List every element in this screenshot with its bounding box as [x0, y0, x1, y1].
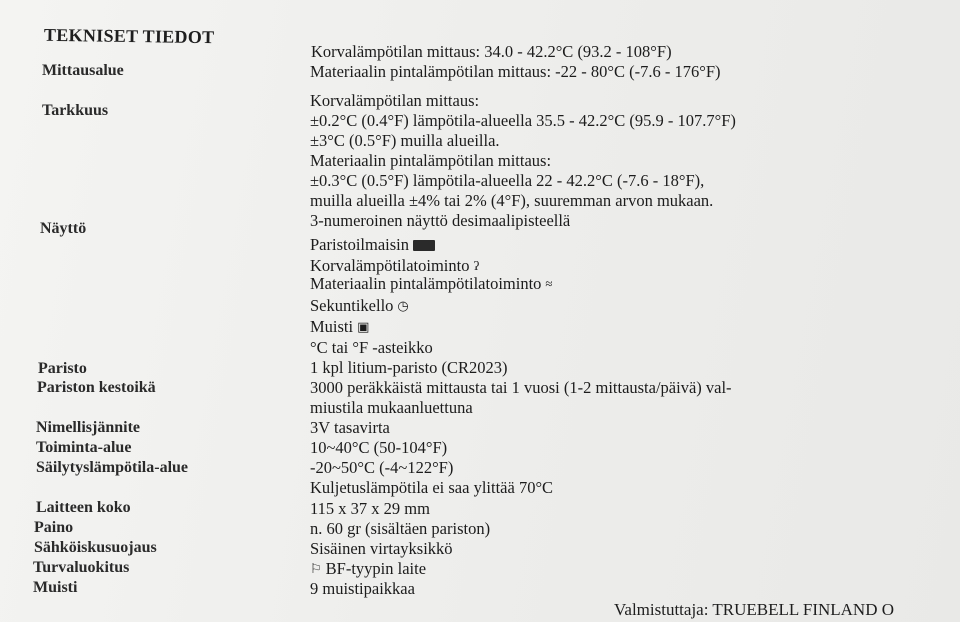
value-paino: n. 60 gr (sisältäen pariston) — [310, 519, 491, 538]
label-tarkkuus: Tarkkuus — [42, 102, 109, 119]
value-sailytys: -20~50°C (-4~122°F) — [310, 458, 454, 477]
label-nimellisjannite: Nimellisjännite — [36, 419, 140, 436]
stopwatch-icon: ◷ — [397, 298, 409, 313]
value-paristo: 1 kpl litium-paristo (CR2023) — [310, 358, 508, 377]
label-mittausalue: Mittausalue — [42, 62, 124, 79]
value-naytto-ear — [310, 256, 479, 276]
label-toiminta-alue: Toiminta-alue — [36, 439, 132, 456]
value-muisti: 9 muistipaikkaa — [310, 579, 415, 598]
memory-label: Muisti — [310, 317, 354, 336]
value-tarkkuus-surface-other: muilla alueilla ±4% tai 2% (4°F), suuremman arvon mukaan. — [310, 191, 714, 210]
label-sailytys: Säilytyslämpötila-alue — [36, 459, 189, 476]
battery-icon — [413, 240, 435, 251]
label-pariston-kestoika: Pariston kestoikä — [37, 379, 156, 396]
label-naytto: Näyttö — [40, 220, 87, 237]
value-mittausalue-ear: Korvalämpötilan mittaus: 34.0 - 42.2°C (93.2 - 108°F) — [311, 42, 672, 61]
turvaluokitus-label: BF-tyypin laite — [325, 559, 427, 578]
value-mittausalue-surface: Materiaalin pintalämpötilan mittaus: -22 - 80°C (-7.6 - 176°F) — [310, 62, 721, 81]
value-tarkkuus-ear-other: ±3°C (0.5°F) muilla alueilla. — [310, 131, 500, 150]
label-laitteen-koko: Laitteen koko — [36, 499, 131, 516]
manufacturer-line: Valmistuttaja: TRUEBELL FINLAND O — [614, 600, 895, 619]
value-toiminta-alue: 10~40°C (50-104°F) — [310, 438, 448, 457]
ear-icon: ʔ — [473, 258, 480, 273]
page-title: TEKNISET TIEDOT — [43, 24, 215, 48]
ear-function-label: Korvalämpötilatoiminto — [310, 256, 470, 275]
memory-icon: ▣ — [357, 319, 370, 334]
value-tarkkuus-ear-range: ±0.2°C (0.4°F) lämpötila-alueella 35.5 - 42.2°C (95.9 - 107.7°F) — [310, 111, 736, 130]
value-naytto-digits: 3-numeroinen näyttö desimaalipisteellä — [310, 211, 571, 230]
value-kestoika-line2: miustila mukaanluettuna — [310, 398, 473, 417]
battery-indicator-label: Paristoilmaisin — [310, 235, 409, 254]
label-turvaluokitus: Turvaluokitus — [33, 559, 130, 576]
value-turvaluokitus — [310, 559, 426, 579]
value-kuljetus: Kuljetuslämpötila ei saa ylittää 70°C — [310, 478, 554, 497]
surface-function-label: Materiaalin pintalämpötilatoiminto — [310, 274, 542, 293]
label-muisti: Muisti — [33, 579, 78, 596]
stopwatch-label: Sekuntikello — [310, 296, 394, 315]
value-nimellisjannite: 3V tasavirta — [310, 418, 390, 437]
value-naytto-battery — [310, 235, 435, 255]
value-sahkoiskusuojaus: Sisäinen virtayksikkö — [310, 539, 453, 558]
bf-type-icon: ⚐ — [310, 561, 322, 576]
value-naytto-stopwatch — [310, 296, 409, 316]
value-tarkkuus-heading-ear: Korvalämpötilan mittaus: — [310, 91, 480, 110]
label-paristo: Paristo — [38, 360, 87, 377]
value-kestoika-line1: 3000 peräkkäistä mittausta tai 1 vuosi (1-2 mittausta/päivä) val- — [310, 378, 732, 397]
value-naytto-scale: °C tai °F -asteikko — [310, 338, 433, 357]
label-paino: Paino — [34, 519, 74, 536]
value-naytto-memory — [310, 317, 369, 337]
surface-wave-icon: ≈ — [545, 276, 553, 291]
value-laitteen-koko: 115 x 37 x 29 mm — [310, 499, 430, 518]
value-tarkkuus-heading-surface: Materiaalin pintalämpötilan mittaus: — [310, 151, 552, 170]
value-naytto-surface — [310, 274, 553, 294]
value-tarkkuus-surface-range: ±0.3°C (0.5°F) lämpötila-alueella 22 - 42.2°C (-7.6 - 18°F), — [310, 171, 705, 190]
label-sahkoiskusuojaus: Sähköiskusuojaus — [34, 539, 157, 556]
